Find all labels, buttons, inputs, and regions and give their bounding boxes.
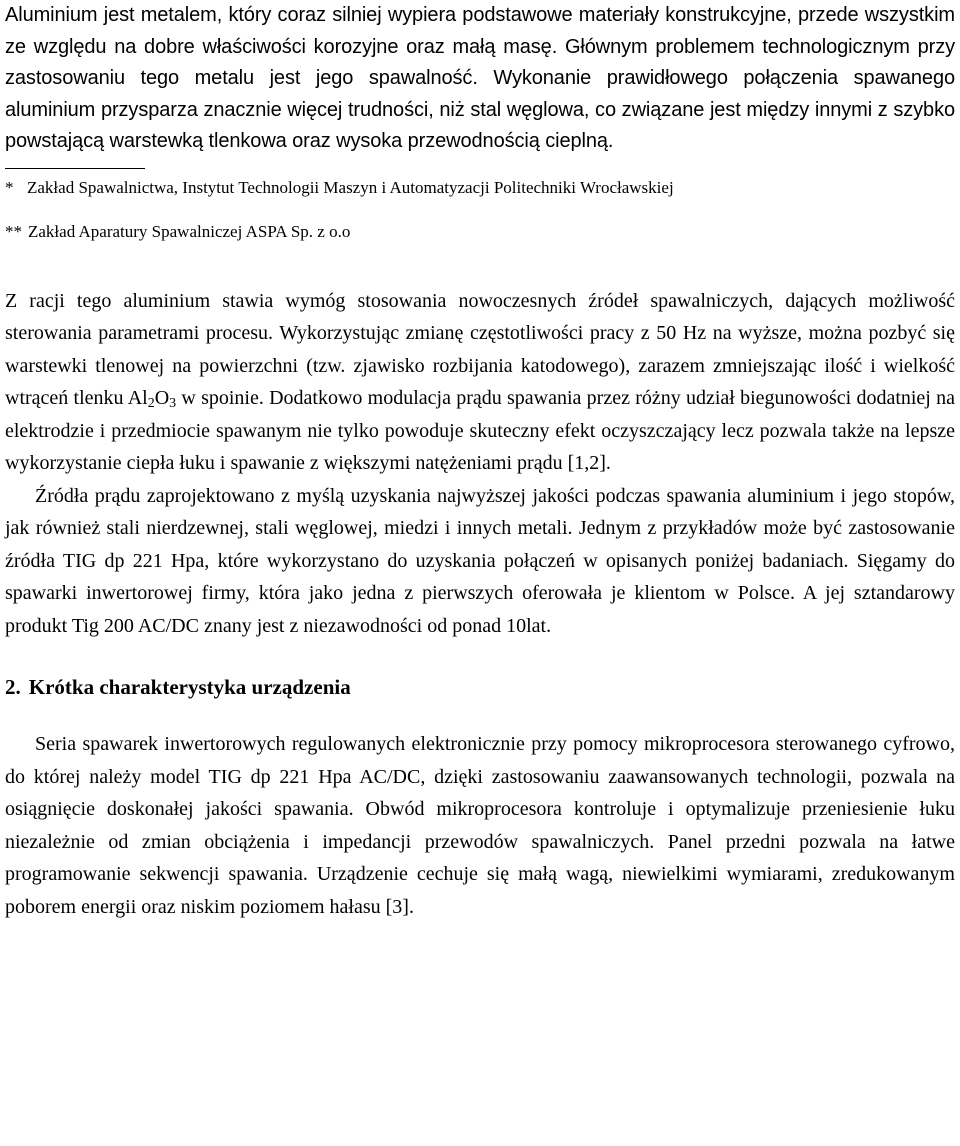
footnote-text: Zakład Aparatury Spawalniczej ASPA Sp. z o.o: [28, 221, 351, 241]
footnote-affiliation-2: [5, 221, 955, 243]
document-page: [5, 0, 955, 923]
footnote-marker: *: [5, 177, 14, 197]
section-number: 2.: [5, 675, 21, 699]
section-heading: [5, 672, 955, 702]
chemical-formula-al2o3: [128, 387, 176, 409]
paragraph-welding-sources: [5, 285, 955, 480]
footnote-affiliation-1: [5, 177, 955, 199]
formula-subscript: 3: [169, 396, 177, 411]
footnote-marker: **: [5, 221, 22, 241]
spacer: [5, 702, 955, 728]
footnote-separator: [5, 168, 145, 169]
spacer: [5, 642, 955, 672]
intro-paragraph: Aluminium jest metalem, który coraz silniej wypiera podstawowe materiały konstrukcyjne, przede wszystkim ze względu na dobre właściwości korozyjne oraz małą masę. Głównym problemem technologicznym przy zastosowaniu tego metalu jest jego spawalność. Wykonanie prawidłowego połączenia spawanego aluminium przysparza znacznie więcej trudności, niż stal węglowa, co związane jest między innymi z szybko powstającą warstewką tlenkowa oraz wysoka przewodnością cieplną.: [5, 4, 955, 152]
footnotes: [5, 177, 955, 243]
formula-element-o: O: [154, 387, 170, 409]
formula-subscript: 2: [147, 396, 155, 411]
formula-element-al: Al: [127, 387, 148, 409]
spacer: [5, 243, 955, 285]
footnote-text: Zakład Spawalnictwa, Instytut Technologii Maszyn i Automatyzacji Politechniki Wrocławskiej: [27, 177, 674, 197]
paragraph-text: Z racji tego aluminium stawia wymóg stosowania nowoczesnych źródeł spawalniczych, dających możliwość sterowania parametrami procesu. Wykorzystując zmianę częstotliwości pracy z 50 Hz na wyższe, można pozbyć się warstewki tlenowej na powierzchni (tzw. zjawisko rozbijania katodowego), zarazem zmniejszając ilość i wielkość wtrąceń tlenku: [5, 289, 955, 409]
paragraph-device-description: Seria spawarek inwertorowych regulowanych elektronicznie przy pomocy mikroprocesora sterowanego cyfrowo, do której należy model TIG dp 221 Hpa AC/DC, dzięki zastosowaniu zaawansowanych technologii, pozwala na osiągnięcie doskonałej jakości spawania. Obwód mikroprocesora kontroluje i optymalizuje przeniesienie łuku niezależnie od zmian obciążenia i impedancji przewodów spawalniczych. Panel przedni pozwala na łatwe programowanie sekwencji spawania. Urządzenie cechuje się małą wagą, niewielkimi wymiarami, zredukowanym poborem energii oraz niskim poziomem hałasu [3].: [5, 733, 955, 918]
paragraph-power-sources: Źródła prądu zaprojektowano z myślą uzyskania najwyższej jakości podczas spawania aluminium i jego stopów, jak również stali nierdzewnej, stali węglowej, miedzi i innych metali. Jednym z przykładów może być zastosowanie źródła TIG dp 221 Hpa, które wykorzystano do uzyskania połączeń w opisanych poniżej badaniach. Sięgamy do spawarki inwertorowej firmy, która jako jedna z pierwszych oferowała je klientom w Polsce. A jej sztandarowy produkt Tig 200 AC/DC znany jest z niezawodności od ponad 10lat.: [5, 484, 955, 637]
section-title: Krótka charakterystyka urządzenia: [28, 675, 351, 699]
paragraph-text: w spoinie. Dodatkowo modulacja prądu spawania przez różny udział biegunowości dodatniej na elektrodzie i przedmiocie spawanym nie tylko powoduje skuteczny efekt oczyszczający lecz pozwala także na lepsze wykorzystanie ciepła łuku i spawanie z większymi natężeniami prądu [1,2].: [5, 387, 955, 474]
